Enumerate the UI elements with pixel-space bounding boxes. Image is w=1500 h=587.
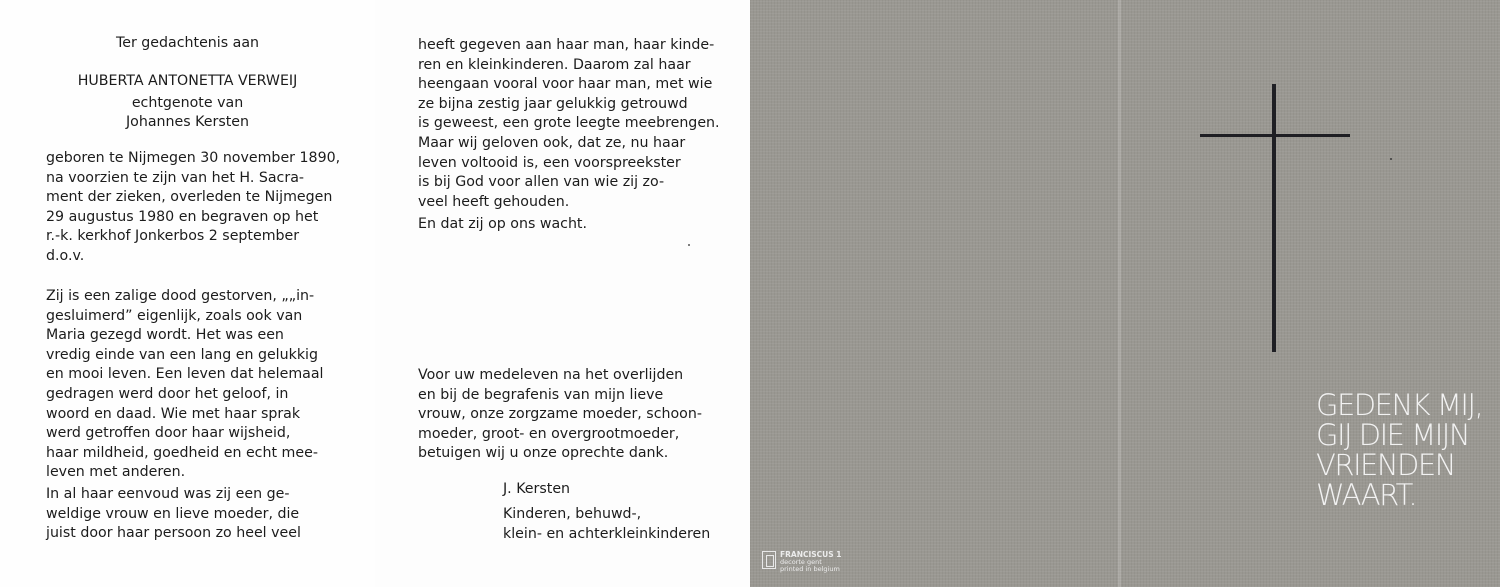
signature: J. Kersten — [503, 481, 571, 497]
paper-speck — [688, 244, 690, 246]
spouse-name: Johannes Kersten — [126, 114, 249, 130]
birth-death-paragraph: geboren te Nijmegen 30 november 1890, na voorzien te zijn van het H. Sacra- ment der zieken, overleden te Nijmegen 29 augustus 1980 en begraven op het r.-k. kerkhof Jonkerbos 2 september d.o.v. — [46, 150, 341, 264]
publisher-city: decorte gent — [780, 558, 822, 566]
publisher-name: FRANCISCUS 1 — [780, 550, 842, 559]
deceased-name: HUBERTA ANTONETTA VERWEIJ — [77, 73, 298, 89]
memorial-header: Ter gedachtenis aan — [115, 35, 260, 51]
cover-speck — [1390, 158, 1392, 160]
fold-crease — [1118, 0, 1121, 587]
publisher-printed: printed in belgium — [780, 565, 840, 573]
publisher-mark — [762, 551, 842, 573]
inside-left-page — [0, 0, 375, 587]
continued-paragraph: heeft gegeven aan haar man, haar kinde- ren en kleinkinderen. Daarom zal haar heengaan vooral voor haar man, met wie ze bijna zestig jaar gelukkig getrouwd is geweest, een grote leegte meebrengen. Maar wij geloven ook, dat ze, nu haar leven voltooid is, een voorspreekster is bij God voor allen van wie zij zo- veel heeft gehouden. — [418, 37, 720, 210]
inside-right-page — [375, 0, 750, 587]
death-description-paragraph: Zij is een zalige dood gestorven, „„in- gesluimerd” eigenlijk, zoals ook van Maria gezegd wordt. Het was een vredig einde van een lang en gelukkig en mooi leven. Een leven dat helemaal gedragen werd door het geloof, in woord en daad. Wie met haar sprak werd getroffen door haar wijsheid, haar mildheid, goedheid en echt mee- leven met anderen. — [46, 288, 324, 481]
spouse-intro: echtgenote van — [131, 95, 244, 111]
thanks-paragraph: Voor uw medeleven na het overlijden en bij de begrafenis van mijn lieve vrouw, onze zorgzame moeder, schoon- moeder, groot- en overgrootmoeder, betuigen wij u onze oprechte dank. — [418, 367, 702, 462]
publisher-logo-icon — [762, 551, 776, 569]
mother-paragraph: In al haar eenvoud was zij een ge- weldige vrouw en lieve moeder, die juist door haar persoon zo heel veel — [46, 486, 301, 542]
cover-motto: GEDENK MIJ, GIJ DIE MIJN VRIENDEN WAART. — [1316, 388, 1483, 512]
family-line: Kinderen, behuwd-, klein- en achterkleinkinderen — [503, 506, 711, 542]
closing-line: En dat zij op ons wacht. — [418, 216, 588, 232]
